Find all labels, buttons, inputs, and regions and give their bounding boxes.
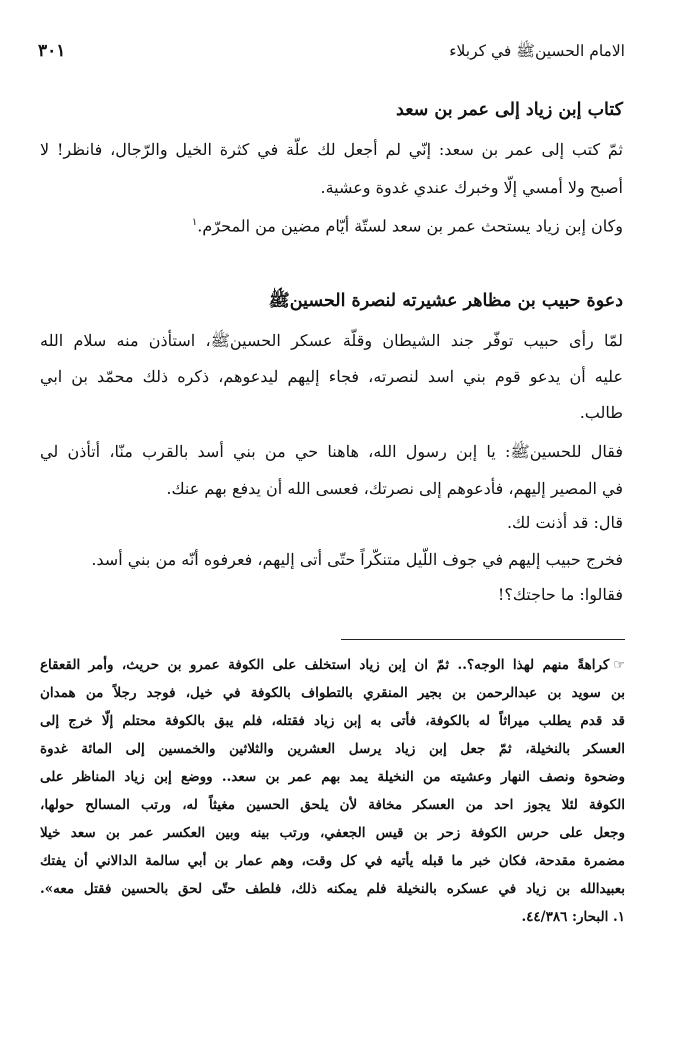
body-line: ثمّ كتب إلى عمر بن سعد: إنّي لم أجعل لك علّة في كثرة الخيل والرّجال، فانظر! لا <box>40 140 623 159</box>
body-line: فخرج حبيب إليهم في جوف اللّيل متنكّراً حتّى أتى إليهم، فعرفوه أنّه من بني أسد. <box>91 550 623 569</box>
body-line: عليه أن يدعو قوم بني اسد لنصرته، فجاء إليهم ليدعوهم، ذكره ذلك محمّد بن ابي <box>40 367 623 386</box>
footnote-1: ١. البحار: ٤٤/٣٨٦. <box>521 909 625 925</box>
section-heading-habib-call: دعوة حبيب بن مظاهر عشيرته لنصرة الحسينﷺ <box>268 291 623 311</box>
body-line: أصبح ولا أمسي إلّا وخبرك عندي غدوة وعشية. <box>320 178 623 197</box>
footnote-line: مضمرة مقدحة، فكان خبر ما قبله يأتيه في كل وقت، وهم عمار بن أبي سالمة الدالاني أن يفتك <box>40 853 625 869</box>
footnote-line <box>40 652 625 679</box>
footnote-line: قد قدم يطلب ميراثاً له بالكوفة، فأتى به إبن زياد فقتله، فلم يبق بالكوفة محتلم إلّا خرج إلى <box>40 713 625 729</box>
body-line: فقالوا: ما حاجتك؟! <box>497 585 623 604</box>
body-line: طالب. <box>579 403 623 422</box>
footnote-line: بعبيدالله بن زياد في عسكره بالنخيلة فلم يمكنه ذلك، فلطف حتّى لحق بالحسين فقتل معه». <box>40 881 625 897</box>
running-title: الامام الحسينﷺ في كربلاء <box>449 42 625 60</box>
body-line: في المصير إليهم، فأدعوهم إلى نصرتك، فعسى الله أن يدفع بهم عنك. <box>166 479 623 498</box>
body-line: فقال للحسينﷺ: يا إبن رسول الله، هاهنا حي من بني أسد بالقرب منّا، أتأذن لي <box>40 442 623 461</box>
footnote-ref: ١ <box>191 217 198 228</box>
page-number: ٣٠١ <box>38 41 66 61</box>
footnote-line: وجعل على حرس الكوفة زحر بن قيس الجعفي، ورتب بينه وبين العكسر عمر بن سعد خيلا <box>40 825 625 841</box>
footnote-text: كراهةً منهم لهذا الوجه؟.. ثمّ ان إبن زياد استخلف على الكوفة عمرو بن حريث، وأمر القعقاع <box>40 657 610 673</box>
continuation-hand-icon: ☞ <box>613 658 625 673</box>
footnote-line: وضحوة ونصف النهار وعشيته من النخيلة يمد بهم عمر بن سعد.. ووضع إبن زياد المناظر على <box>40 769 625 785</box>
page-header <box>38 40 625 62</box>
section-heading-ibn-ziyad-letter: كتاب إبن زياد إلى عمر بن سعد <box>396 100 623 120</box>
body-text: وكان إبن زياد يستحث عمر بن سعد لستّة أيّام مضين من المحرّم. <box>197 216 623 236</box>
body-line: قال: قد أذنت لك. <box>506 513 623 532</box>
footnote-line: العسكر بالنخيلة، ثمّ جعل إبن زياد يرسل العشرين والثلاثين والخمسين إلى المائة غدوة <box>40 741 625 757</box>
footnote-separator <box>341 639 625 640</box>
body-line: لمّا رأى حبيب توفّر جند الشيطان وقلّة عسكر الحسينﷺ، استأذن منه سلام الله <box>40 331 623 350</box>
footnote-line: الكوفة لئلا يجوز احد من العسكر مخافة لأن يلحق الحسين مغيثاً له، ورتب المسالح حولها، <box>40 797 625 813</box>
footnote-line: بن سويد بن عبدالرحمن بن بجير المنقري بالتطواف بالكوفة في خيل، فوجد رجلاً من همدان <box>40 685 625 701</box>
body-line-with-note <box>40 208 623 241</box>
